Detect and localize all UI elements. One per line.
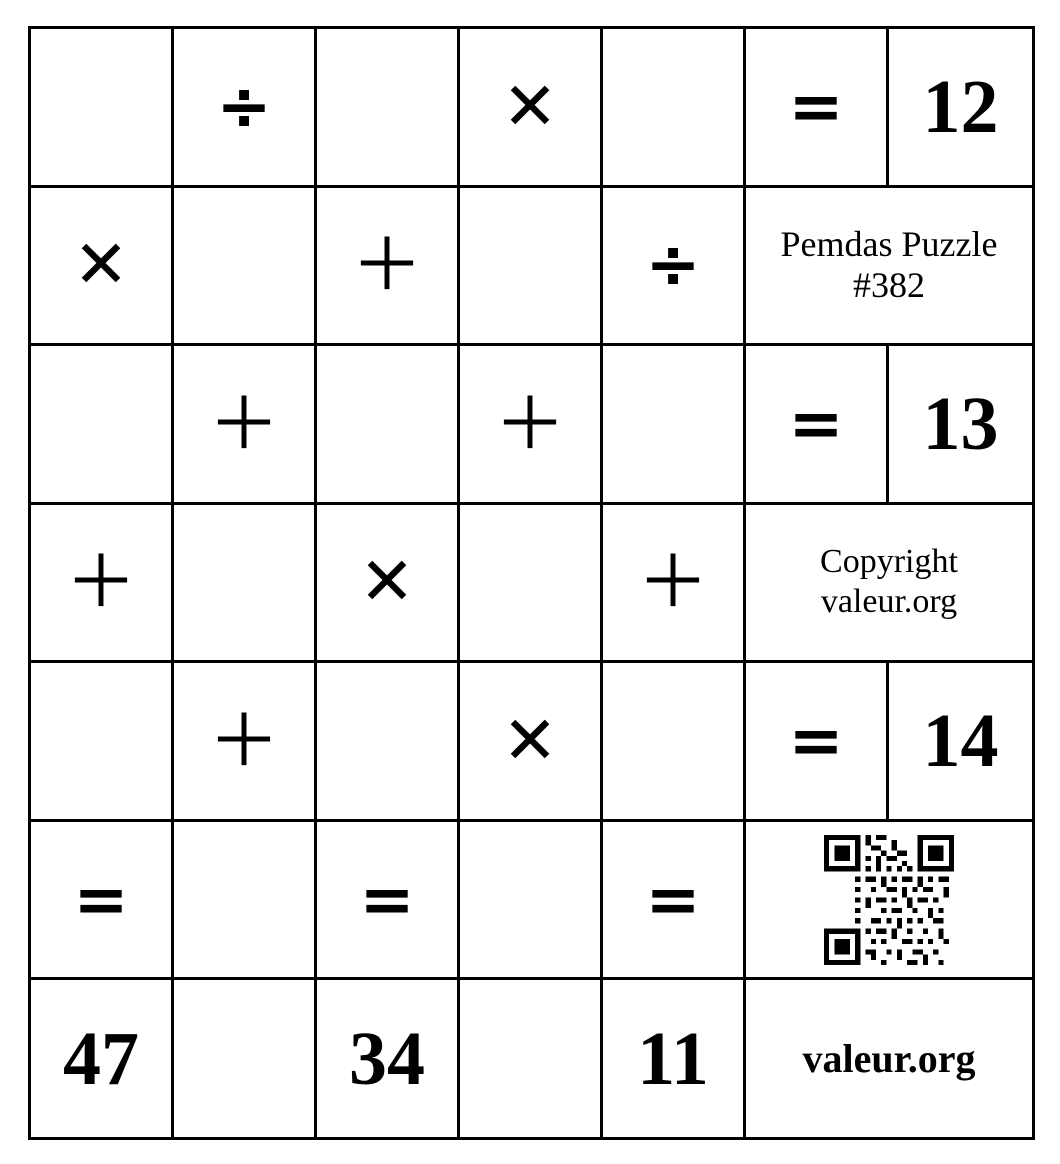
input-cell-r4c2[interactable]: [316, 662, 459, 821]
operator-cell-plus-r3c4: ＋: [602, 503, 745, 662]
puzzle-row: [30, 28, 1034, 187]
equals-cell-r0c5: =: [745, 28, 888, 187]
puzzle-number: #382: [853, 265, 925, 306]
pemdas-puzzle-grid: [28, 26, 1032, 1140]
input-cell-r0c0[interactable]: [30, 28, 173, 187]
shaded-cell-r6c3: [459, 979, 602, 1139]
equals-cell-r4c5: =: [745, 662, 888, 821]
puzzle-row: [30, 186, 1034, 345]
puzzle-row: [30, 503, 1034, 662]
shaded-cell-r1c3: [459, 186, 602, 345]
operator-cell-plus-r2c3: ＋: [459, 345, 602, 504]
equals-cell-r5c4: =: [602, 820, 745, 979]
puzzle-row: [30, 820, 1034, 979]
input-cell-r0c4[interactable]: [602, 28, 745, 187]
copyright-line-2: valeur.org: [820, 583, 958, 621]
operator-cell-plus-r3c0: ＋: [30, 503, 173, 662]
operator-cell-multiply-r0c3: ✕: [459, 28, 602, 187]
puzzle-row: [30, 662, 1034, 821]
shaded-cell-r5c1: [173, 820, 316, 979]
qr-code-icon: [814, 835, 964, 965]
brand-cell[interactable]: valeur.org: [745, 979, 1034, 1139]
puzzle-title-cell: [745, 186, 1034, 345]
equals-cell-r5c0: =: [30, 820, 173, 979]
operator-cell-divide-r1c4: ÷: [602, 186, 745, 345]
input-cell-r2c2[interactable]: [316, 345, 459, 504]
operator-cell-multiply-r3c2: ✕: [316, 503, 459, 662]
puzzle-row: [30, 979, 1034, 1139]
operator-cell-multiply-r1c0: ✕: [30, 186, 173, 345]
operator-cell-plus-r4c1: ＋: [173, 662, 316, 821]
column-answer-34: 34: [316, 979, 459, 1139]
operator-cell-divide-r0c1: ÷: [173, 28, 316, 187]
puzzle-row: [30, 345, 1034, 504]
shaded-cell-r1c1: [173, 186, 316, 345]
input-cell-r4c4[interactable]: [602, 662, 745, 821]
qr-code-cell[interactable]: [745, 820, 1034, 979]
equals-cell-r5c2: =: [316, 820, 459, 979]
row-answer-12: 12: [888, 28, 1034, 187]
input-cell-r2c4[interactable]: [602, 345, 745, 504]
input-cell-r2c0[interactable]: [30, 345, 173, 504]
row-answer-14: 14: [888, 662, 1034, 821]
copyright-line-1: Copyright: [820, 542, 958, 580]
shaded-cell-r6c1: [173, 979, 316, 1139]
column-answer-11: 11: [602, 979, 745, 1139]
operator-cell-plus-r1c2: ＋: [316, 186, 459, 345]
operator-cell-multiply-r4c3: ✕: [459, 662, 602, 821]
input-cell-r4c0[interactable]: [30, 662, 173, 821]
operator-cell-plus-r2c1: ＋: [173, 345, 316, 504]
copyright-cell: [745, 503, 1034, 662]
puzzle-title: Pemdas Puzzle: [780, 223, 998, 264]
shaded-cell-r5c3: [459, 820, 602, 979]
row-answer-13: 13: [888, 345, 1034, 504]
input-cell-r0c2[interactable]: [316, 28, 459, 187]
puzzle-table: [28, 26, 1035, 1140]
shaded-cell-r3c3: [459, 503, 602, 662]
equals-cell-r2c5: =: [745, 345, 888, 504]
shaded-cell-r3c1: [173, 503, 316, 662]
qr-code-holder: [746, 822, 1032, 978]
column-answer-47: 47: [30, 979, 173, 1139]
